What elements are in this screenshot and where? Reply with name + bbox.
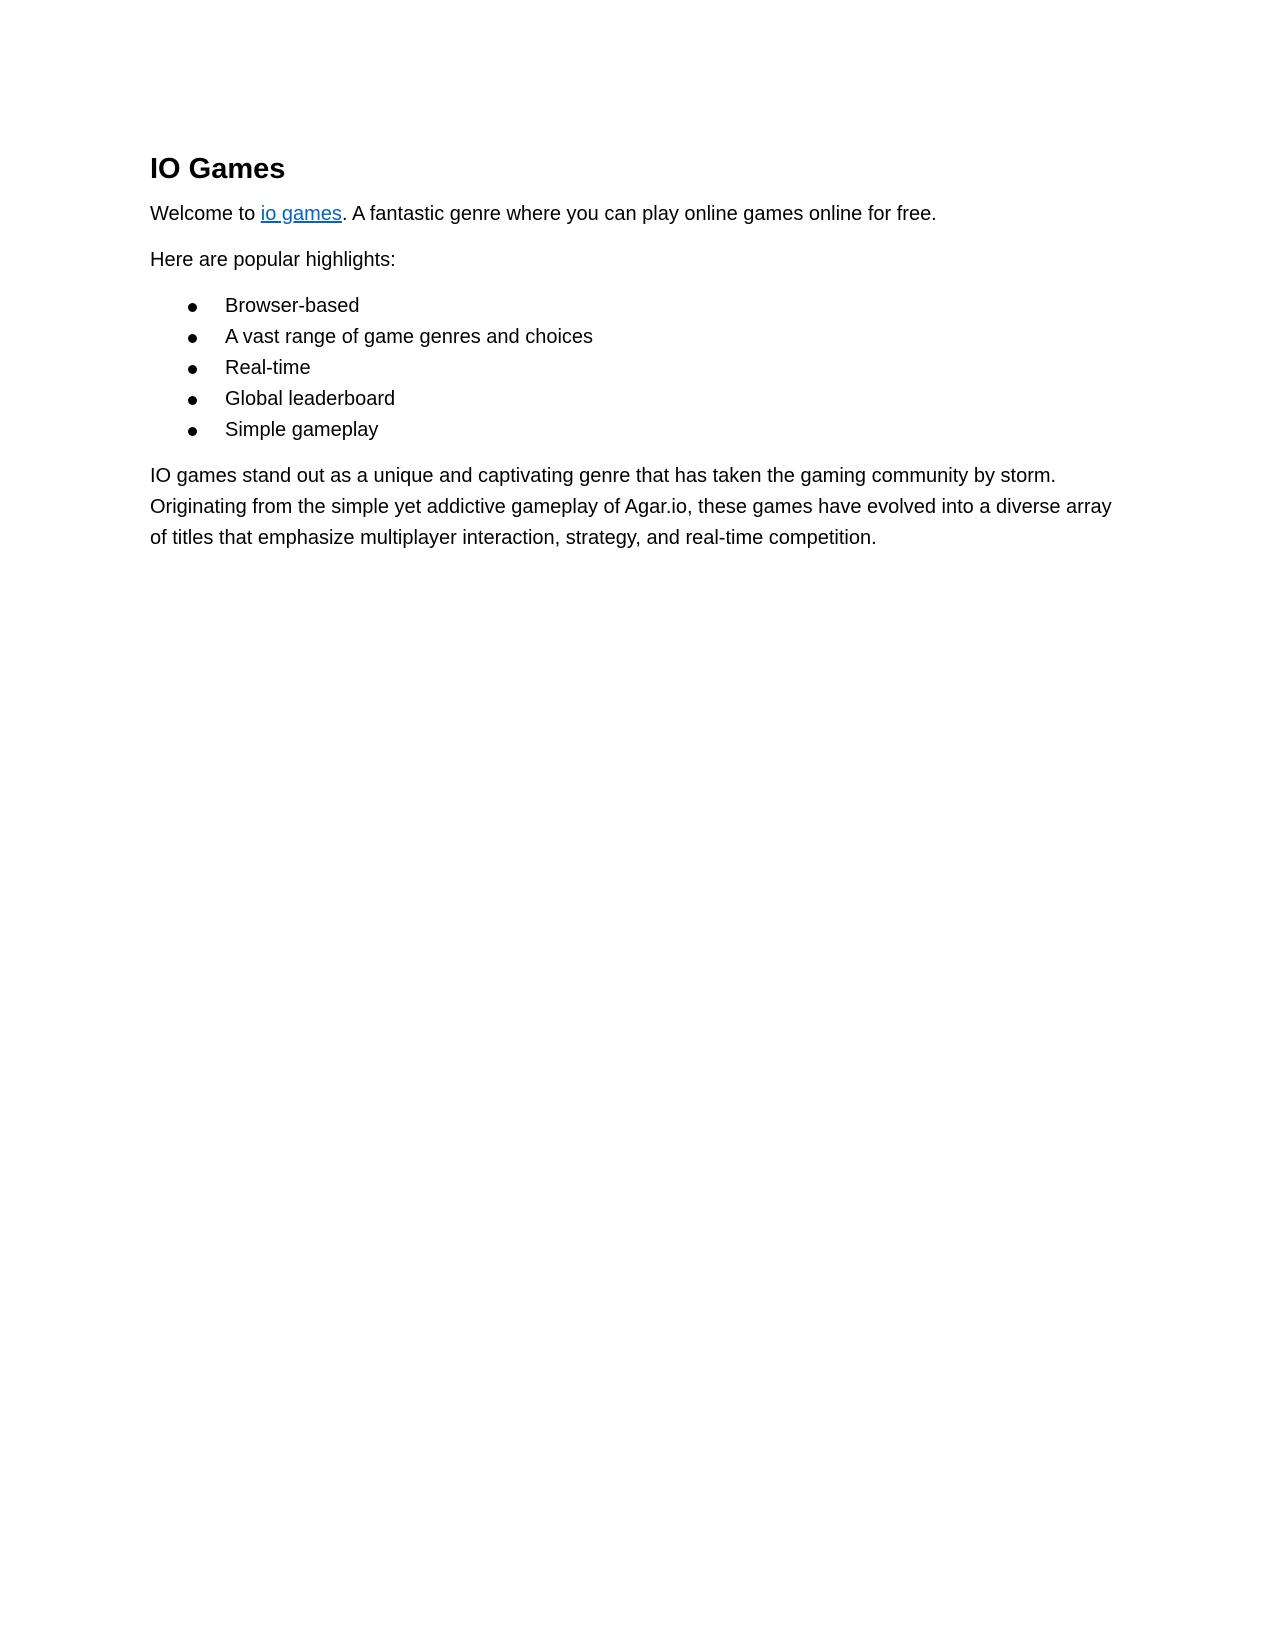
list-item [150, 322, 1125, 353]
list-item-label: Browser-based [225, 295, 360, 317]
list-item-label: Real-time [225, 357, 311, 379]
bullet-icon [188, 334, 197, 343]
list-item [150, 291, 1125, 322]
intro-paragraph [150, 199, 1125, 230]
bullet-icon [188, 427, 197, 436]
bullet-icon [188, 365, 197, 374]
intro-suffix: . A fantastic genre where you can play online games online for free. [341, 203, 937, 225]
highlights-list [150, 291, 1125, 446]
bullet-icon [188, 396, 197, 405]
list-item-label: A vast range of game genres and choices [225, 326, 594, 348]
intro-prefix: Welcome to [150, 203, 261, 225]
list-item-label: Global leaderboard [225, 388, 396, 410]
page-title: IO Games [150, 153, 286, 185]
list-item [150, 415, 1125, 446]
body-paragraph: IO games stand out as a unique and captivating genre that has taken the gaming community by storm. Originating from the simple yet addictive gameplay of Agar.io, these games have evolved into a diverse array of titles that emphasize multiplayer interaction, strategy, and real-time competition. [150, 465, 1112, 549]
list-item [150, 353, 1125, 384]
list-item-label: Simple gameplay [225, 419, 379, 441]
highlights-intro: Here are popular highlights: [150, 249, 396, 271]
bullet-icon [188, 303, 197, 312]
list-item [150, 384, 1125, 415]
io-games-link[interactable]: io games [260, 203, 342, 225]
